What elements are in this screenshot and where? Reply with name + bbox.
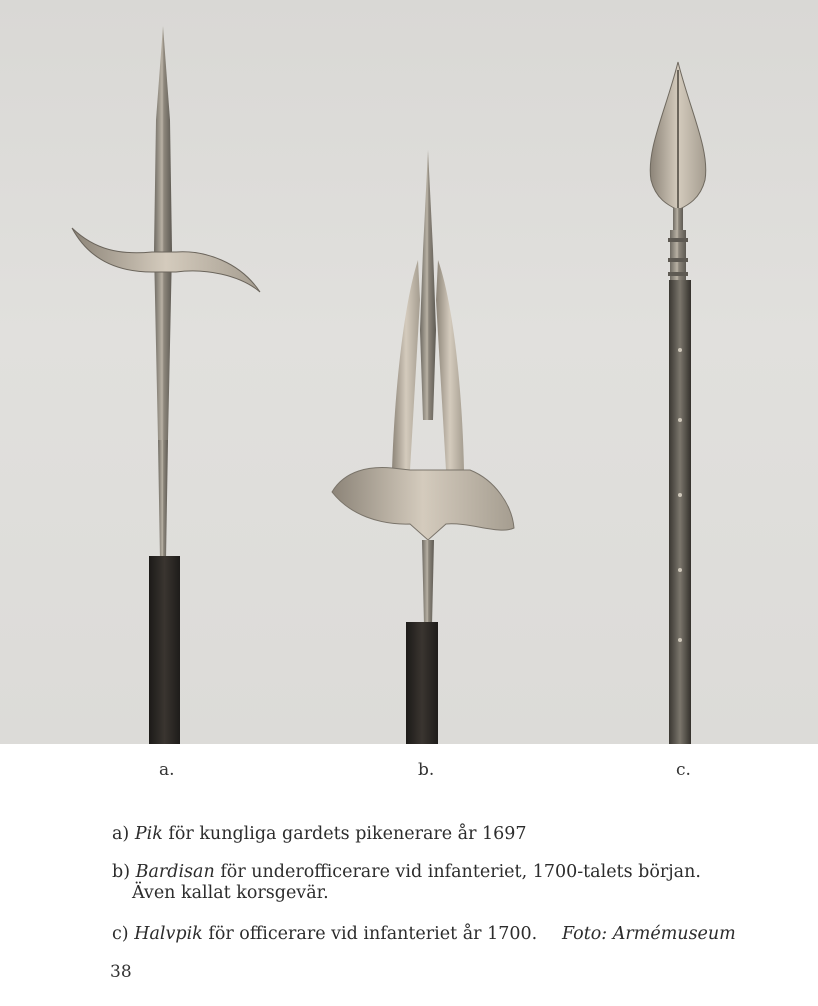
caption-a-text: för kungliga gardets pikenerare år 1697 [162,824,527,844]
caption-a-term: Pik [134,824,163,844]
caption-c [112,924,537,945]
caption-b [112,862,701,883]
caption-a-prefix: a) [112,824,135,844]
caption-b-text: för underofficerare vid infanteriet, 1700-talets början. [214,862,701,882]
label-a: a. [159,760,175,780]
bardiche-b [332,150,514,744]
caption-c-prefix: c) [112,924,135,944]
label-c: c. [676,760,691,780]
caption-a [112,824,527,845]
caption-b-prefix: b) [112,862,136,882]
photo-credit: Foto: Armémuseum [562,924,736,944]
page-number: 38 [110,962,132,982]
pike-a [72,26,260,744]
caption-c-term: Halvpik [134,924,203,944]
label-b: b. [418,760,435,780]
caption-b-term: Bardisan [135,862,215,882]
caption-b-line2: Även kallat korsgevär. [132,883,329,903]
caption-c-text: för officerare vid infanteriet år 1700. [202,924,538,944]
half-pike-c [650,62,706,744]
